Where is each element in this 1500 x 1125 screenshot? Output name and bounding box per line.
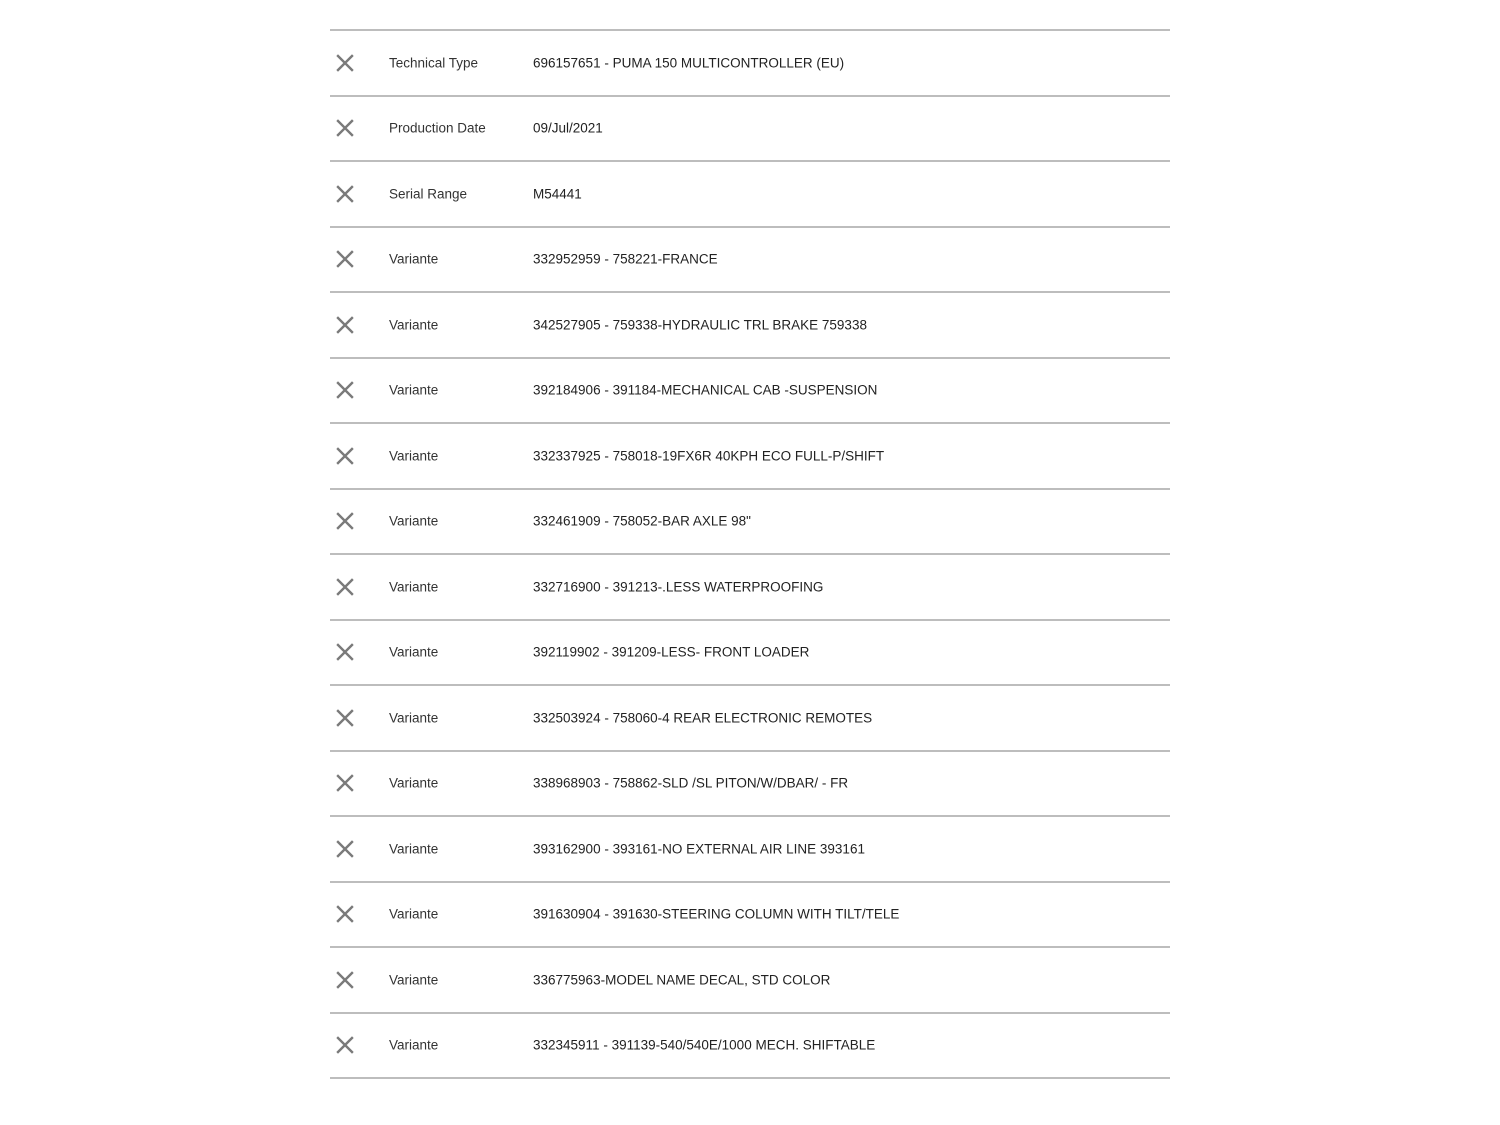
table-row — [330, 948, 1170, 1014]
table-row — [330, 555, 1170, 621]
close-icon — [335, 446, 355, 466]
remove-button[interactable] — [332, 639, 358, 665]
attribute-label: Variante — [389, 775, 439, 791]
attribute-label: Serial Range — [389, 186, 468, 202]
table-row — [330, 424, 1170, 490]
close-icon — [335, 904, 355, 924]
attribute-value: 392184906 - 391184-MECHANICAL CAB -SUSPENSION — [533, 382, 878, 398]
attribute-label: Variante — [389, 513, 439, 529]
attribute-value: 332345911 - 391139-540/540E/1000 MECH. SHIFTABLE — [533, 1037, 876, 1053]
remove-button[interactable] — [332, 836, 358, 862]
table-row — [330, 490, 1170, 556]
remove-button[interactable] — [332, 312, 358, 338]
close-icon — [335, 642, 355, 662]
table-row — [330, 1014, 1170, 1080]
table-row — [330, 686, 1170, 752]
attribute-label: Variante — [389, 251, 439, 267]
attribute-value: 332503924 - 758060-4 REAR ELECTRONIC REMOTES — [533, 710, 873, 726]
attribute-value: 393162900 - 393161-NO EXTERNAL AIR LINE 393161 — [533, 841, 865, 857]
attribute-label: Variante — [389, 317, 439, 333]
close-icon — [335, 970, 355, 990]
close-icon — [335, 773, 355, 793]
table-row — [330, 883, 1170, 949]
attribute-label: Variante — [389, 644, 439, 660]
attribute-value: 391630904 - 391630-STEERING COLUMN WITH TILT/TELE — [533, 906, 900, 922]
attribute-value: 336775963-MODEL NAME DECAL, STD COLOR — [533, 972, 831, 988]
attribute-label: Production Date — [389, 120, 486, 136]
table-row — [330, 359, 1170, 425]
attribute-label: Variante — [389, 1037, 439, 1053]
attribute-label: Variante — [389, 710, 439, 726]
attribute-value: 332337925 - 758018-19FX6R 40KPH ECO FULL-P/SHIFT — [533, 448, 885, 464]
close-icon — [335, 118, 355, 138]
attribute-value: 342527905 - 759338-HYDRAULIC TRL BRAKE 759338 — [533, 317, 867, 333]
close-icon — [335, 839, 355, 859]
table-row — [330, 817, 1170, 883]
table-row — [330, 293, 1170, 359]
remove-button[interactable] — [332, 770, 358, 796]
remove-button[interactable] — [332, 508, 358, 534]
attribute-value: 09/Jul/2021 — [533, 120, 603, 136]
attribute-value: M54441 — [533, 186, 582, 202]
attribute-label: Variante — [389, 448, 439, 464]
remove-button[interactable] — [332, 1032, 358, 1058]
close-icon — [335, 53, 355, 73]
attribute-value: 338968903 - 758862-SLD /SL PITON/W/DBAR/ - FR — [533, 775, 849, 791]
remove-button[interactable] — [332, 115, 358, 141]
remove-button[interactable] — [332, 50, 358, 76]
attribute-label: Technical Type — [389, 55, 479, 71]
attribute-value: 332461909 - 758052-BAR AXLE 98" — [533, 513, 751, 529]
close-icon — [335, 380, 355, 400]
attribute-list — [330, 29, 1170, 1079]
table-row — [330, 97, 1170, 163]
attribute-value: 392119902 - 391209-LESS- FRONT LOADER — [533, 644, 810, 660]
attribute-value: 696157651 - PUMA 150 MULTICONTROLLER (EU) — [533, 55, 845, 71]
table-row — [330, 228, 1170, 294]
remove-button[interactable] — [332, 901, 358, 927]
attribute-value: 332716900 - 391213-.LESS WATERPROOFING — [533, 579, 824, 595]
remove-button[interactable] — [332, 181, 358, 207]
remove-button[interactable] — [332, 705, 358, 731]
remove-button[interactable] — [332, 443, 358, 469]
close-icon — [335, 249, 355, 269]
close-icon — [335, 511, 355, 531]
remove-button[interactable] — [332, 967, 358, 993]
close-icon — [335, 577, 355, 597]
attribute-label: Variante — [389, 972, 439, 988]
close-icon — [335, 315, 355, 335]
attribute-label: Variante — [389, 579, 439, 595]
attribute-label: Variante — [389, 906, 439, 922]
attribute-label: Variante — [389, 841, 439, 857]
close-icon — [335, 708, 355, 728]
table-row — [330, 621, 1170, 687]
table-row — [330, 162, 1170, 228]
attribute-label: Variante — [389, 382, 439, 398]
table-row — [330, 31, 1170, 97]
close-icon — [335, 184, 355, 204]
remove-button[interactable] — [332, 377, 358, 403]
close-icon — [335, 1035, 355, 1055]
remove-button[interactable] — [332, 574, 358, 600]
table-row — [330, 752, 1170, 818]
attribute-value: 332952959 - 758221-FRANCE — [533, 251, 718, 267]
remove-button[interactable] — [332, 246, 358, 272]
